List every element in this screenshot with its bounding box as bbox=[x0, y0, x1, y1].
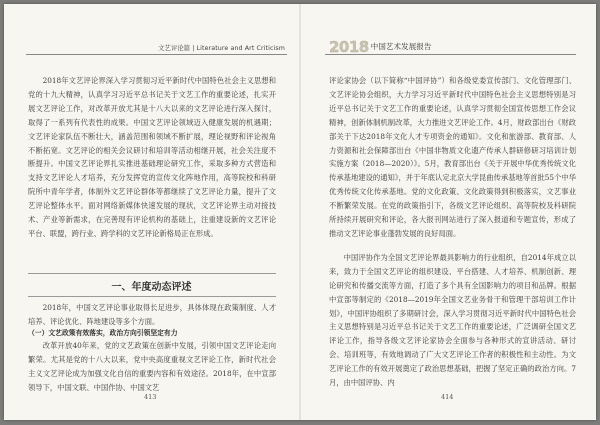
report-title: 中国艺术发展报告 bbox=[370, 42, 432, 51]
subsection-text bbox=[28, 339, 276, 395]
intro-paragraph: 2018年文艺评论界深入学习贯彻习近平新时代中国特色社会主义思想和党的十九大精神，认真学习习近平总书记关于文艺工作的重要论述，扎实开展文艺评论工作，对改革开放尤其是十八大以来的文艺评论进行深入探讨，取得了一系列有代表性的成果。中国文艺评论领域迈入健康发展的机遇期；文艺评论家队伍不断壮大，涵盖范围和领域不断扩展，理论视野和评论视角不断拓宽。文艺评论的相关会议研讨和培训等活动相继开展，社会关注度不断提升。中国文艺评论界扎实推进基础理论研究工作，采取多种方式营造和支持文艺评论人才培养，充分发挥党的宣传文化阵地作用，高等院校和科研院所中青年学者，体制外文艺评论群体等都继续了文艺评论力量，提升了文艺评论整体水平。面对网络新媒体快速发展的现状，文艺评论界主动对接技术、产业等新需求，在完善现有评论机构的基础上，注重建设新的文艺评论平台、联盟，跨行业、跨学科的文艺评论新格局正在形成。 bbox=[28, 76, 276, 238]
section-rule-bottom bbox=[28, 296, 276, 297]
header-rule-right bbox=[325, 54, 576, 55]
section-title: 一、年度动态评述 bbox=[111, 282, 192, 293]
intro-text bbox=[28, 74, 276, 241]
right-page bbox=[301, 4, 596, 420]
section-paragraph: 2018年，中国文艺评论事业取得长足进步，具体体现在政策制度、人才培养、评论优化、阵地建设等多个方面。 bbox=[28, 303, 276, 326]
right-body-text bbox=[329, 74, 576, 390]
section-text bbox=[28, 301, 276, 329]
subsection-title: （一）文艺政策有效落实，政治方向引领坚定有力 bbox=[28, 329, 178, 337]
cfla-paragraph: 中国评协作为全国文艺评论界最具影响力的行业组织，自2014年成立以来，致力于全国文艺评论的组织建设、平台搭建、人才培养、机制创新、理论研究和传播交流等方面，打造了多个具有全国影响力的项目和品牌。根据中宣部等制定的《2018—2019年全国文艺业务骨干和管理干部培训工作计划》，中国评协组织了多期研讨会，深入学习贯彻习近平新时代中国特色社会主义思想特别是习近平总书记关于文艺工作的重要论述，广泛调研全国文艺评论工作，指导各级文艺评论家协会全面参与各种形式的宣讲活动、研讨会、培训班等，有效地调动了广大文艺评论工作者的积极性和主动性。为文艺评论工作的有效开展奠定了政治思想基础，把握了坚定正确的政治方向。7月，由中国评协、内 bbox=[329, 252, 576, 388]
continued-paragraph: 评论家协会（以下简称“中国评协”）和各级党委宣传部门、文化管理部门、文艺评论协会组织，大力学习习近平新时代中国特色社会主义思想特别是习近平总书记关于文艺工作的重要论述，认真学习贯彻全国宣传思想工作会议精神，创新体制机制改革，大力推进文艺评论工作。4月，财政部出台《财政部关于下达2018年文化人才专项资金的通知》。文化和旅游部、教育部、人力资源和社会保障部出台《中国非物质文化遗产传承人群研修研习培训计划实施方案（2018—2020）》。5月，教育部出台《关于开展中华优秀传统文化传承基地建设的通知》，并于年底认定北京大学昆曲传承基地等首批55个中华优秀传统文化传承基地。党的文化政策、文化政策得到积极落实，文艺事业不断繁荣发展。在党的政策指引下，各级文艺评论组织、高等院校及科研院所持续开展研究和评论，各大报刊网站进行了深入报道和专题宣传，形成了推动文艺评论事业蓬勃发展的良好局面。 bbox=[329, 76, 576, 238]
section-rule-top bbox=[28, 273, 276, 274]
running-head: 文艺评论篇 | Literature and Art Criticism bbox=[158, 45, 285, 52]
page-number: 413 bbox=[144, 393, 157, 401]
header-rule bbox=[26, 54, 287, 55]
year-logo: 2018 bbox=[329, 38, 369, 56]
page-number-right: 414 bbox=[441, 393, 454, 401]
book-spread bbox=[4, 4, 596, 420]
subsection-paragraph: 改革开放40年来，党的文艺政策在创新中发展，引领中国文艺评论走向繁荣。尤其是党的十八大以来，党中央高度重视文艺评论工作，新时代社会主义文艺评论成为加强文化自信的重要内容和有效途径。2018年，在中宣部领导下，中国文联、中国作协、中国文艺 bbox=[28, 341, 276, 392]
left-page bbox=[4, 4, 299, 420]
